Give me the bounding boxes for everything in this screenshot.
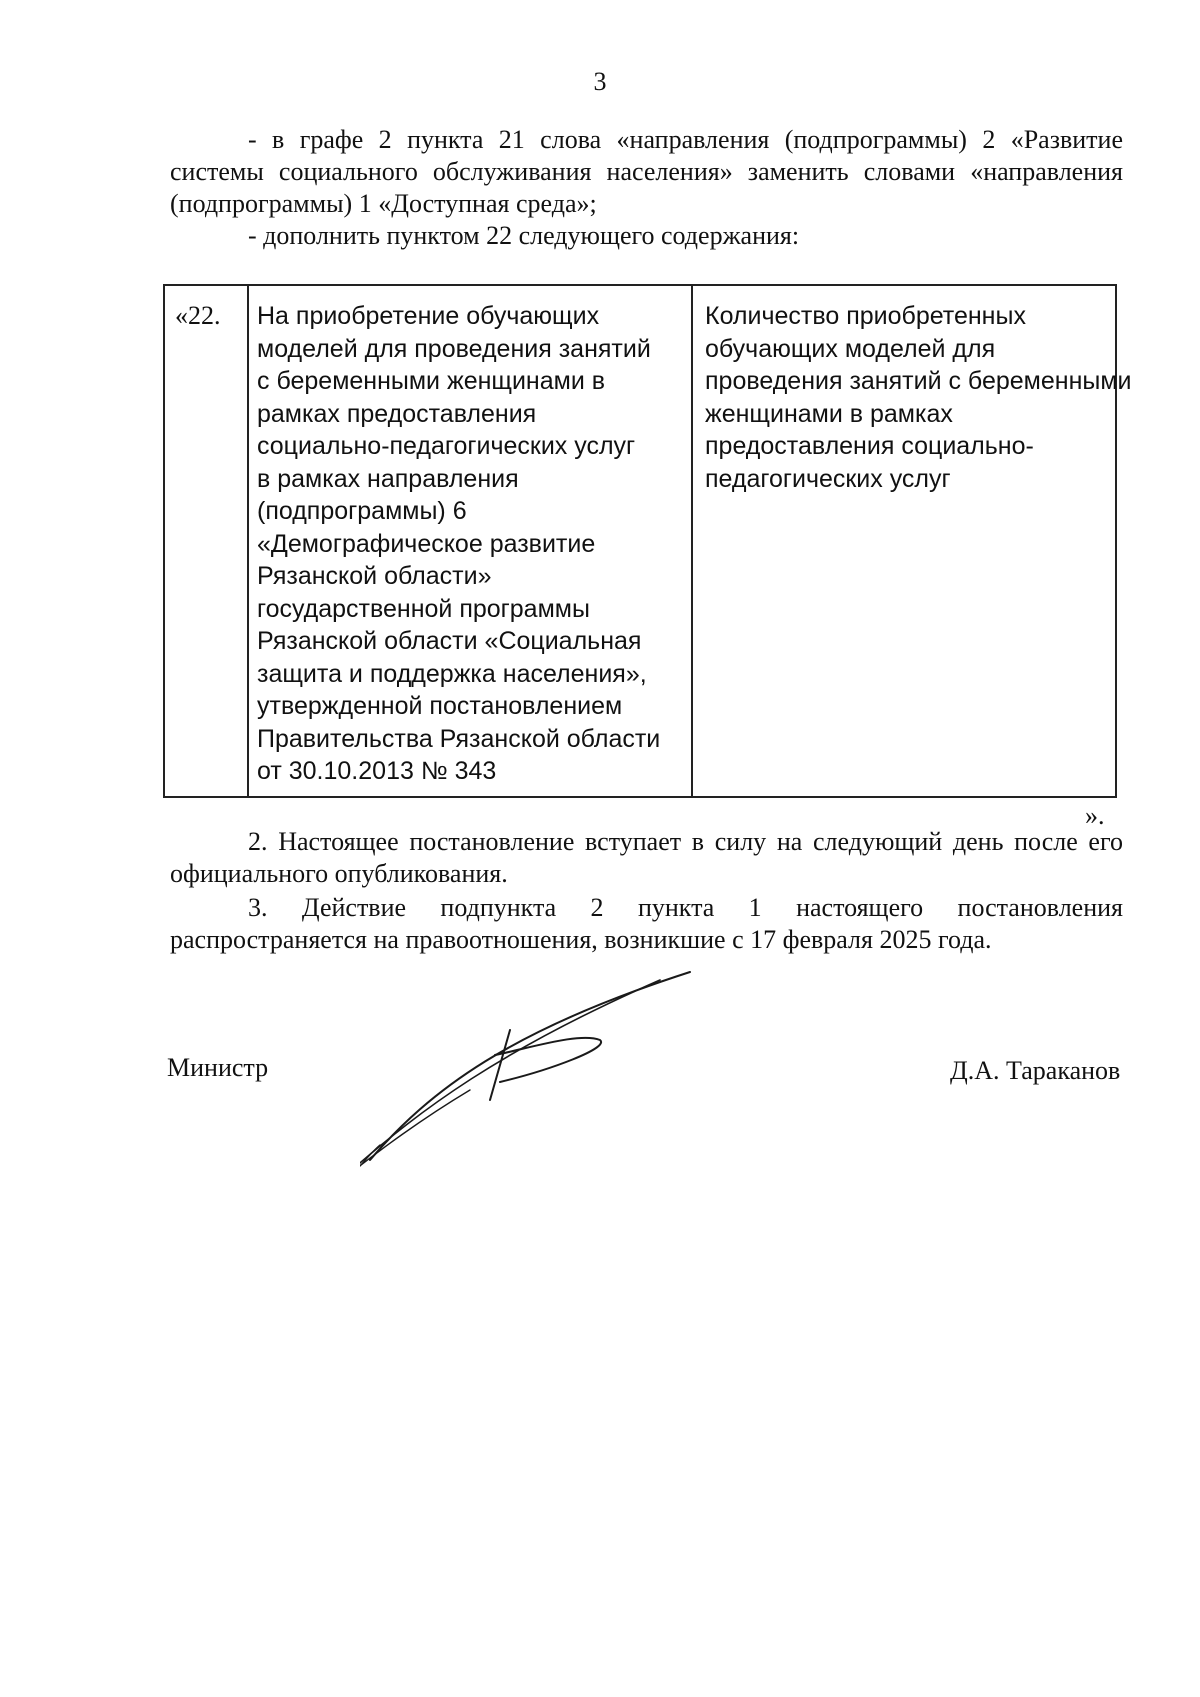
table-cell-indicator: [692, 285, 1132, 797]
description-line: Рязанской области»: [257, 562, 492, 590]
amendment-table: [163, 284, 1132, 798]
closing-quote: ».: [1085, 801, 1105, 830]
description-line: (подпрограммы) 6: [257, 497, 467, 525]
indicator-line: проведения занятий с беременными: [705, 367, 1132, 395]
description-line: утвержденной постановлением: [257, 692, 623, 720]
indicator-line: педагогических услуг: [705, 464, 951, 493]
description-line: от 30.10.2013 № 343: [257, 757, 497, 785]
paragraph-amendment-2: - дополнить пунктом 22 следующего содержания:: [248, 221, 800, 250]
description-line: моделей для проведения занятий: [257, 334, 651, 363]
description-line: с беременными женщинами в: [257, 367, 606, 395]
description-line: На приобретение обучающих: [257, 302, 600, 330]
description-line: защита и поддержка населения»,: [257, 659, 647, 688]
description-line: в рамках направления: [257, 464, 519, 493]
indicator-line: Количество приобретенных: [705, 302, 1026, 330]
signer-name: Д.А. Тараканов: [950, 1056, 1121, 1085]
table-cell-description: [248, 285, 692, 797]
signature-position-title: Министр: [167, 1053, 269, 1082]
paragraph-amendment-1: - в графе 2 пункта 21 слова «направления (подпрограммы) 2 «Развитие системы социального обслуживания населения» заменить словами «направления (подпрограммы) 1 «Доступная среда»;: [170, 125, 1123, 218]
description-line: Рязанской области «Социальная: [257, 627, 642, 655]
description-line: «Демографическое развитие: [257, 529, 596, 558]
page-number: 3: [593, 67, 607, 96]
paragraph-effective-date: 2. Настоящее постановление вступает в силу на следующий день после его официального опубликования.: [170, 827, 1123, 888]
description-line: Правительства Рязанской области: [257, 724, 661, 753]
description-line: рамках предоставления: [257, 399, 537, 428]
description-line: социально-педагогических услуг: [257, 432, 636, 460]
indicator-line: женщинами в рамках: [705, 399, 953, 428]
description-line: государственной программы: [257, 594, 590, 623]
table-cell-number: «22.: [164, 285, 248, 797]
paragraph-retroactive: 3. Действие подпункта 2 пункта 1 настоящего постановления распространяется на правоотношения, возникшие с 17 февраля 2025 года.: [170, 893, 1123, 954]
handwritten-signature: [360, 970, 700, 1180]
indicator-line: предоставления социально-: [705, 432, 1034, 460]
indicator-line: обучающих моделей для: [705, 334, 996, 363]
table-row: [164, 285, 1116, 797]
